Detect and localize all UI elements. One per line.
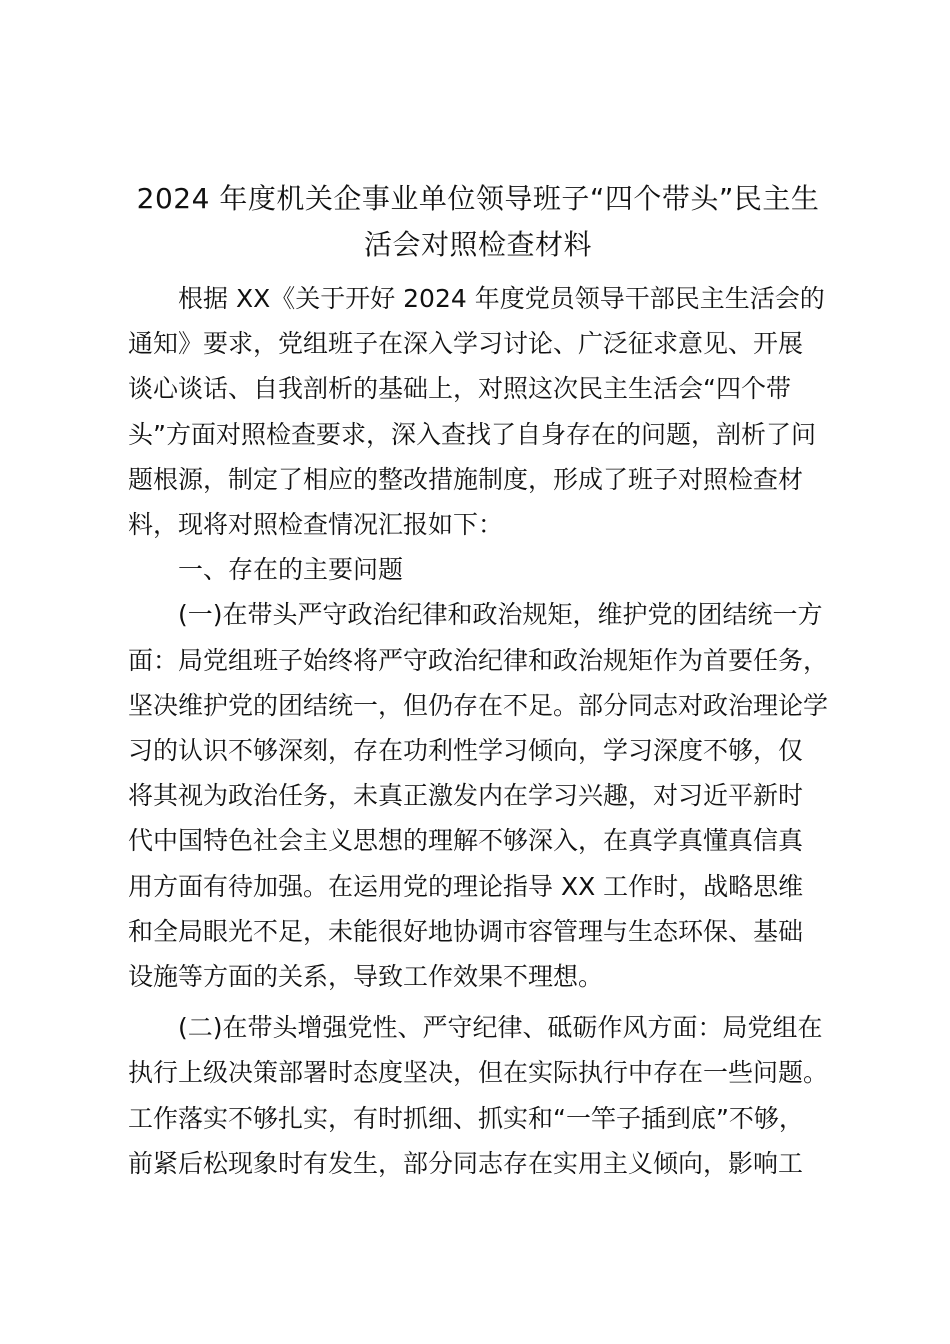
section-heading (128, 547, 832, 592)
text-line: 根据 XX《关于开好 2024 年度党员领导干部民主生活会的 (178, 284, 825, 313)
text-line: 和全局眼光不足，未能很好地协调市容管理与生态环保、基础 (128, 916, 804, 946)
text-line: 通知》要求，党组班子在深入学习讨论、广泛征求意见、开展 (128, 329, 804, 359)
text-line: 料，现将对照检查情况汇报如下： (128, 510, 504, 540)
document-title (128, 176, 828, 268)
text-line: (一)在带头严守政治纪律和政治规矩，维护党的团结统一方 (178, 600, 823, 630)
item-paragraph-2 (128, 1005, 832, 1186)
text-line: 工作落实不够扎实，有时抓细、抓实和“一竿子插到底”不够， (128, 1103, 804, 1133)
text-line: (二)在带头增强党性、严守纪律、砥砺作风方面：局党组在 (178, 1013, 823, 1043)
text-line: 执行上级决策部署时态度坚决，但在实际执行中存在一些问题。 (128, 1058, 829, 1088)
text-line: 谈心谈话、自我剖析的基础上，对照这次民主生活会“四个带 (128, 374, 791, 404)
document-body (128, 276, 832, 1186)
text-line: 将其视为政治任务，未真正激发内在学习兴趣，对习近平新时 (128, 781, 804, 811)
text-line: 坚决维护党的团结统一，但仍存在不足。部分同志对政治理论学 (128, 690, 829, 720)
text-line: 设施等方面的关系，导致工作效果不理想。 (128, 962, 604, 992)
text-line: 习的认识不够深刻，存在功利性学习倾向，学习深度不够，仅 (128, 736, 804, 766)
text-line: 面：局党组班子始终将严守政治纪律和政治规矩作为首要任务， (128, 645, 829, 675)
intro-paragraph (128, 276, 832, 547)
text-line: 代中国特色社会主义思想的理解不够深入，在真学真懂真信真 (128, 826, 804, 856)
text-line: 一、存在的主要问题 (178, 555, 404, 585)
item-paragraph-1 (128, 592, 832, 999)
text-line: 题根源，制定了相应的整改措施制度，形成了班子对照检查材 (128, 464, 804, 494)
title-line: 2024 年度机关企事业单位领导班子“四个带头”民主生 (136, 182, 820, 215)
text-line: 头”方面对照检查要求，深入查找了自身存在的问题，剖析了问 (128, 419, 816, 449)
text-line: 用方面有待加强。在运用党的理论指导 XX 工作时，战略思维 (128, 871, 804, 901)
text-line: 前紧后松现象时有发生，部分同志存在实用主义倾向，影响工 (128, 1148, 804, 1178)
title-line: 活会对照检查材料 (363, 228, 592, 261)
